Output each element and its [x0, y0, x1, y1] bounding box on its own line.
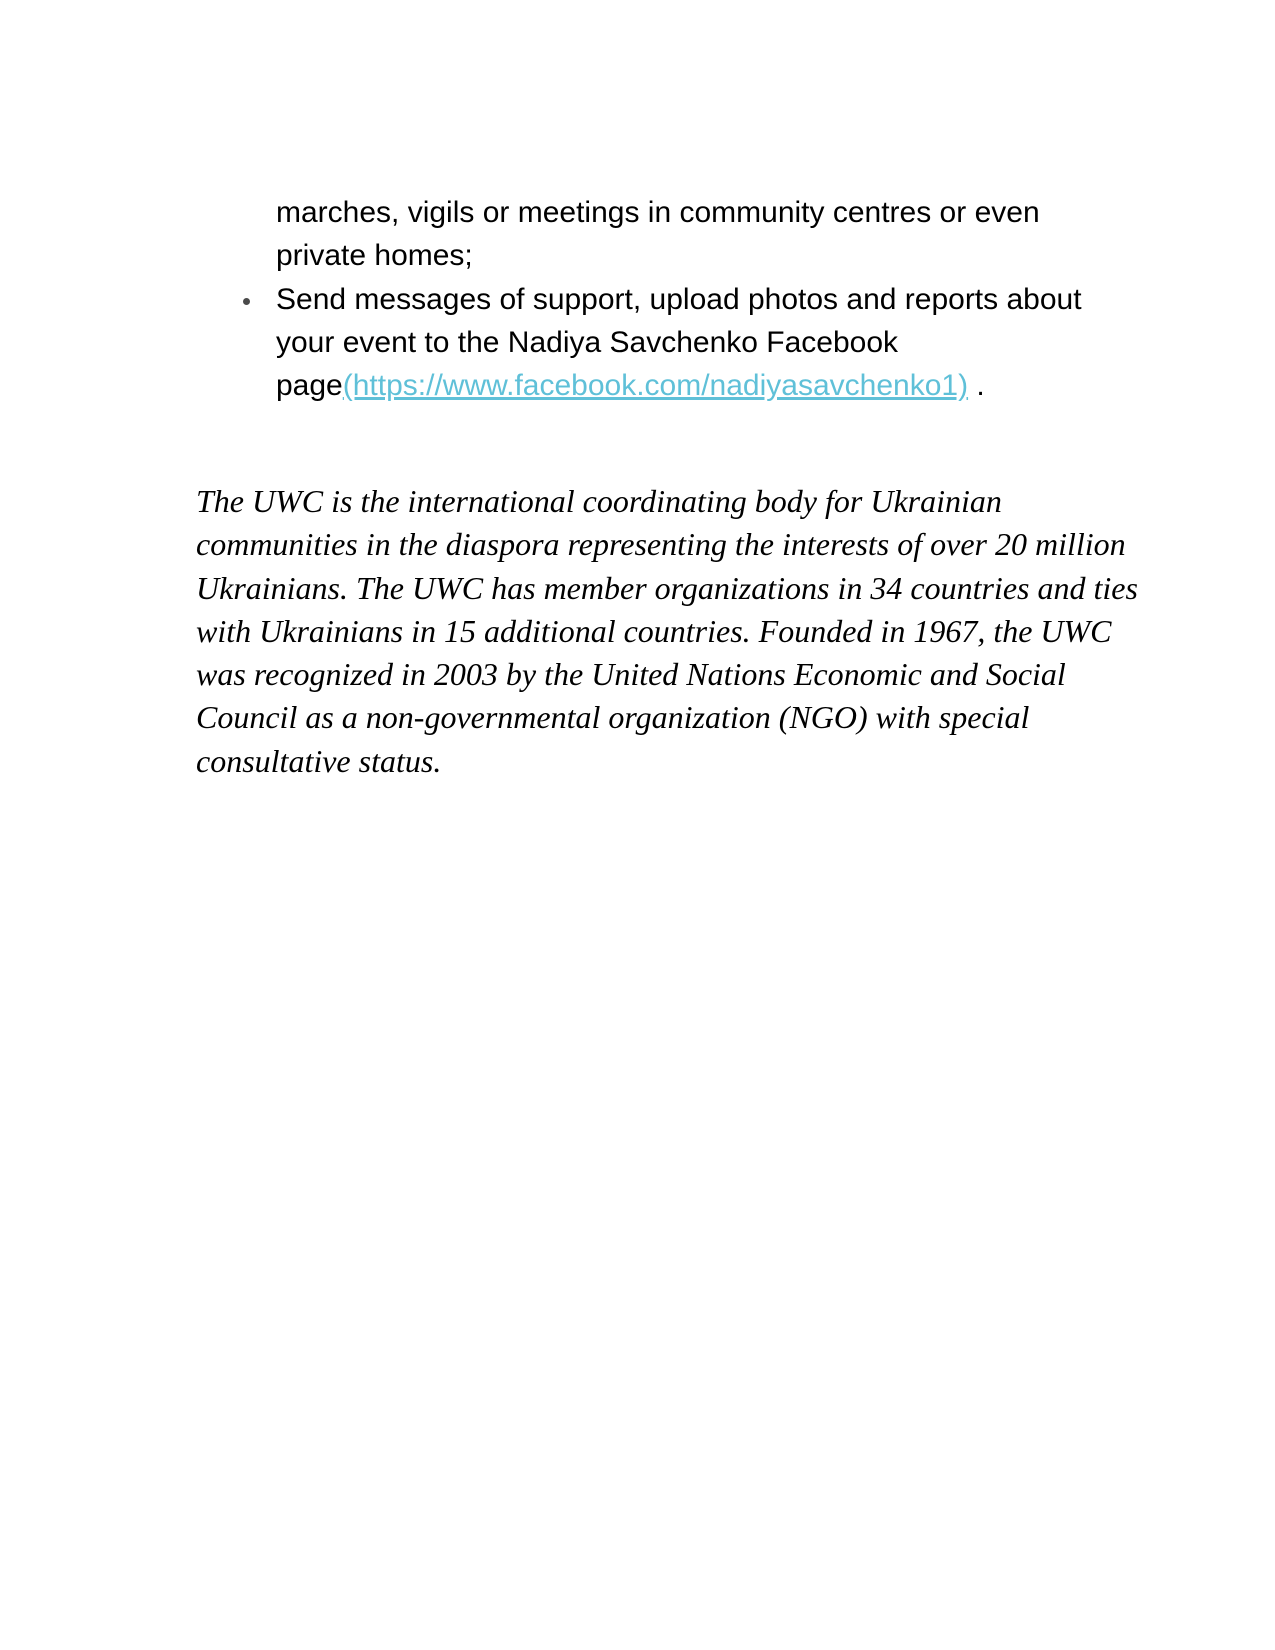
paragraph-line: consultative status. — [196, 742, 442, 779]
paragraph-line: Ukrainians. The UWC has member organizations in 34 countries and ties — [196, 569, 1138, 606]
paragraph-line: Council as a non-governmental organization (NGO) with special — [196, 699, 1030, 736]
paragraph-line: The UWC is the international coordinating body for Ukrainian — [196, 483, 1002, 519]
list-item-line-with-link — [276, 364, 1082, 407]
list-item-continuation — [276, 191, 1082, 278]
link-suffix-text: . — [968, 369, 985, 403]
list-item-line: Send messages of support, upload photos and reports about — [276, 282, 1082, 316]
list-item-line: your event to the Nadiya Savchenko Facebook — [276, 325, 899, 359]
list-item-send-messages — [276, 278, 1082, 408]
paragraph-line: was recognized in 2003 by the United Nations Economic and Social — [196, 656, 1066, 693]
list-item-line: marches, vigils or meetings in community centres or even — [276, 196, 1040, 229]
paragraph-line: communities in the diaspora representing the interests of over 20 million — [196, 526, 1126, 563]
list-item-line: private homes; — [276, 239, 473, 273]
link-prefix-text: page — [276, 369, 343, 403]
bullet-icon — [243, 298, 250, 305]
paragraph-line: with Ukrainians in 15 additional countries. Founded in 1967, the UWC — [196, 612, 1112, 649]
facebook-page-link[interactable]: (https://www.facebook.com/nadiyasavchenko1) — [342, 369, 969, 403]
uwc-description-paragraph — [196, 480, 1138, 783]
bullet-list — [276, 191, 1082, 407]
